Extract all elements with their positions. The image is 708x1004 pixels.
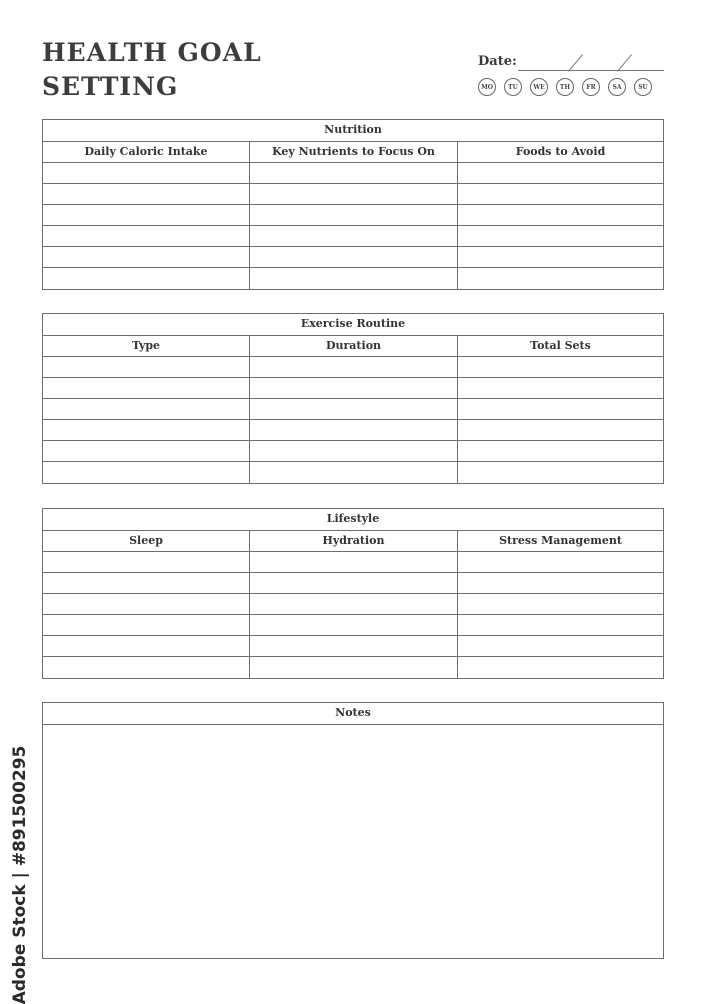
- table-cell[interactable]: [43, 636, 250, 657]
- table-cell[interactable]: [458, 552, 663, 573]
- table-cell[interactable]: [43, 462, 250, 483]
- table-cell[interactable]: [43, 441, 250, 462]
- day-mo[interactable]: MO: [478, 78, 496, 96]
- table-cell[interactable]: [43, 205, 250, 226]
- table-cell[interactable]: [250, 247, 458, 268]
- table-cell[interactable]: [43, 163, 250, 184]
- column-header: Daily Caloric Intake: [43, 142, 250, 163]
- day-su[interactable]: SU: [634, 78, 652, 96]
- table-cell[interactable]: [250, 573, 458, 594]
- exercise-title: Exercise Routine: [43, 314, 663, 336]
- notes-box: [42, 702, 664, 959]
- lifestyle-title: Lifestyle: [43, 509, 663, 531]
- notes-title: Notes: [43, 703, 663, 725]
- table-cell[interactable]: [458, 615, 663, 636]
- table-cell[interactable]: [250, 378, 458, 399]
- table-cell[interactable]: [43, 657, 250, 678]
- table-cell[interactable]: [458, 378, 663, 399]
- table-cell[interactable]: [250, 657, 458, 678]
- table-cell[interactable]: [458, 573, 663, 594]
- date-label: Date:: [478, 54, 517, 69]
- table-cell[interactable]: [250, 420, 458, 441]
- table-cell[interactable]: [43, 378, 250, 399]
- day-th[interactable]: TH: [556, 78, 574, 96]
- table-cell[interactable]: [250, 226, 458, 247]
- table-cell[interactable]: [43, 552, 250, 573]
- nutrition-title: Nutrition: [43, 120, 663, 142]
- table-cell[interactable]: [458, 441, 663, 462]
- table-cell[interactable]: [458, 399, 663, 420]
- table-cell[interactable]: [250, 357, 458, 378]
- table-cell[interactable]: [250, 268, 458, 289]
- table-cell[interactable]: [458, 420, 663, 441]
- table-cell[interactable]: [43, 615, 250, 636]
- table-cell[interactable]: [458, 594, 663, 615]
- table-cell[interactable]: [43, 420, 250, 441]
- column-header: Hydration: [250, 531, 458, 552]
- table-cell[interactable]: [250, 205, 458, 226]
- day-fr[interactable]: FR: [582, 78, 600, 96]
- table-cell[interactable]: [250, 441, 458, 462]
- table-cell[interactable]: [458, 462, 663, 483]
- watermark-text: Adobe Stock | #891500295: [10, 745, 30, 1004]
- table-cell[interactable]: [250, 615, 458, 636]
- table-cell[interactable]: [43, 594, 250, 615]
- column-header: Total Sets: [458, 336, 663, 357]
- table-cell[interactable]: [458, 226, 663, 247]
- table-cell[interactable]: [458, 205, 663, 226]
- table-cell[interactable]: [250, 594, 458, 615]
- table-cell[interactable]: [458, 268, 663, 289]
- column-header: Key Nutrients to Focus On: [250, 142, 458, 163]
- nutrition-grid: [43, 142, 663, 289]
- weekday-selector: [478, 78, 652, 96]
- table-cell[interactable]: [458, 184, 663, 205]
- day-sa[interactable]: SA: [608, 78, 626, 96]
- table-cell[interactable]: [43, 357, 250, 378]
- table-cell[interactable]: [43, 184, 250, 205]
- table-cell[interactable]: [458, 163, 663, 184]
- column-header: Foods to Avoid: [458, 142, 663, 163]
- day-we[interactable]: WE: [530, 78, 548, 96]
- column-header: Duration: [250, 336, 458, 357]
- table-cell[interactable]: [458, 357, 663, 378]
- day-tu[interactable]: TU: [504, 78, 522, 96]
- title-line-1: HEALTH GOAL: [42, 38, 262, 67]
- table-cell[interactable]: [458, 636, 663, 657]
- table-cell[interactable]: [458, 657, 663, 678]
- table-cell[interactable]: [250, 184, 458, 205]
- table-cell[interactable]: [458, 247, 663, 268]
- table-cell[interactable]: [250, 636, 458, 657]
- nutrition-table: [42, 119, 664, 290]
- table-cell[interactable]: [250, 163, 458, 184]
- date-block: [478, 50, 668, 100]
- table-cell[interactable]: [43, 268, 250, 289]
- exercise-grid: [43, 336, 663, 483]
- column-header: Sleep: [43, 531, 250, 552]
- stock-watermark: [8, 745, 32, 1004]
- page-title: [42, 36, 262, 104]
- column-header: Type: [43, 336, 250, 357]
- date-field[interactable]: [518, 70, 664, 71]
- lifestyle-table: [42, 508, 664, 679]
- table-cell[interactable]: [43, 399, 250, 420]
- notes-area[interactable]: [43, 725, 663, 958]
- table-cell[interactable]: [250, 552, 458, 573]
- exercise-table: [42, 313, 664, 484]
- table-cell[interactable]: [250, 399, 458, 420]
- table-cell[interactable]: [43, 573, 250, 594]
- title-line-2: SETTING: [42, 72, 179, 101]
- lifestyle-grid: [43, 531, 663, 678]
- column-header: Stress Management: [458, 531, 663, 552]
- table-cell[interactable]: [250, 462, 458, 483]
- table-cell[interactable]: [43, 226, 250, 247]
- table-cell[interactable]: [43, 247, 250, 268]
